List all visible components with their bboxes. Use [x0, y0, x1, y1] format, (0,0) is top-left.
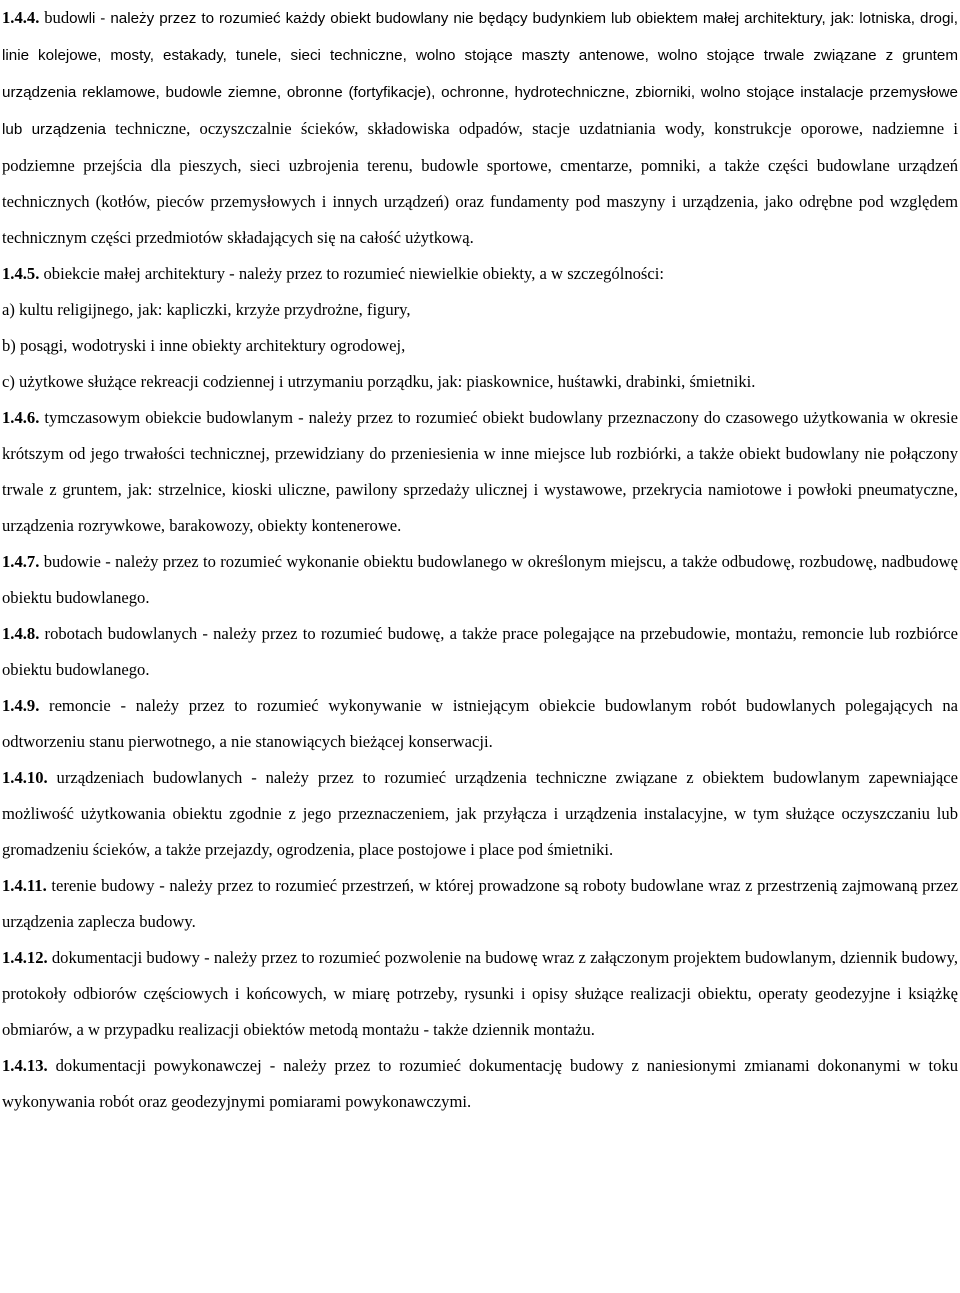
definition-number: 1.4.13. [2, 1056, 48, 1075]
definition-1-4-4 [2, 0, 958, 256]
definition-lead: bud [39, 8, 70, 27]
definition-number: 1.4.5. [2, 264, 40, 283]
definition-1-4-12 [2, 940, 958, 1048]
definition-number: 1.4.7. [2, 552, 40, 571]
definition-text: remoncie - należy przez to rozumieć wykonywanie w istniejącym obiekcie budowlanym robót budowlanych polegających na odtworzeniu stanu pierwotnego, a nie stanowiących bieżącej konserwacji. [2, 696, 958, 751]
list-item: b) posągi, wodotryski i inne obiekty architektury ogrodowej, [2, 336, 406, 355]
definition-1-4-11 [2, 868, 958, 940]
definition-text: dokumentacji budowy - należy przez to rozumieć pozwolenie na budowę wraz z załączonym projektem budowlanym, dziennik budowy, protokoły odbiorów częściowych i końcowych, w miarę potrzeby, rysunki i opisy służące realizacji obiektu, operaty geodezyjne i książkę obmiarów, a w przypadku realizacji obiektów metodą montażu - także dziennik montażu. [2, 948, 958, 1039]
definition-number: 1.4.11. [2, 876, 47, 895]
definition-1-4-6 [2, 400, 958, 544]
definition-1-4-7 [2, 544, 958, 616]
definition-text: urządzeniach budowlanych - należy przez to rozumieć urządzenia techniczne związane z obiektem budowlanym zapewniające możliwość użytkowania obiektu zgodnie z jego przeznaczeniem, jak przyłącza i urządzenia instalacyjne, w tym służące oczyszczaniu lub gromadzeniu ścieków, a także przejazdy, ogrodzenia, place postojowe i place pod śmietniki. [2, 768, 958, 859]
definition-text: robotach budowlanych - należy przez to rozumieć budowę, a także prace polegające na przebudowie, montażu, remoncie lub rozbiórce obiektu budowlanego. [2, 624, 958, 679]
definition-1-4-8 [2, 616, 958, 688]
list-item: c) użytkowe służące rekreacji codziennej i utrzymaniu porządku, jak: piaskownice, huśtawki, drabinki, śmietniki. [2, 372, 756, 391]
definition-text: dokumentacji powykonawczej - należy przez to rozumieć dokumentację budowy z naniesionymi zmianami dokonanymi w toku wykonywania robót oraz geodezyjnymi pomiarami powykonawczymi. [2, 1056, 958, 1111]
list-item: a) kultu religijnego, jak: kapliczki, krzyże przydrożne, figury, [2, 300, 411, 319]
definition-1-4-5 [2, 256, 958, 292]
definition-1-4-10 [2, 760, 958, 868]
definition-text: tymczasowym obiekcie budowlanym - należy przez to rozumieć obiekt budowlany przeznaczony do czasowego użytkowania w okresie krótszym od jego trwałości technicznej, przewidziany do przeniesienia w inne miejsce lub rozbiórki, a także obiekt budowlany nie połączony trwale z gruntem, jak: strzelnice, kioski uliczne, pawilony sprzedaży ulicznej i wystawowe, przekrycia namiotowe i powłoki pneumatyczne, urządzenia rozrywkowe, barakowozy, obiekty kontenerowe. [2, 408, 958, 535]
definition-number: 1.4.6. [2, 408, 40, 427]
definition-text-sans: owli - należy przez to rozumieć każdy obiekt budowlany nie będący budynkiem lub obiektem małej architektury, jak: lotniska, drogi, linie kolejowe, mosty, estakady, tunele, sieci techniczne, wolno stojące maszty antenowe, wolno stojące trwale związane z gruntem urządzenia reklamowe, budowle ziemne, obronne (fortyfikacje), ochronne, hydrotechniczne, zbiorniki, wolno stojące instalacje przemysłowe lub urządzenia [2, 10, 958, 138]
definition-text: terenie budowy - należy przez to rozumieć przestrzeń, w której prowadzone są roboty budowlane wraz z przestrzenią zajmowaną przez urządzenia zaplecza budowy. [2, 876, 958, 931]
definition-number: 1.4.12. [2, 948, 48, 967]
definition-number: 1.4.9. [2, 696, 40, 715]
definition-number: 1.4.4. [2, 8, 40, 27]
definition-number: 1.4.8. [2, 624, 40, 643]
definition-text: obiekcie małej architektury - należy przez to rozumieć niewielkie obiekty, a w szczególności: [39, 264, 664, 283]
definition-number: 1.4.10. [2, 768, 48, 787]
definition-text: budowie - należy przez to rozumieć wykonanie obiektu budowlanego w określonym miejscu, a także odbudowę, rozbudowę, nadbudowę obiektu budowlanego. [2, 552, 958, 607]
definition-text: techniczne, oczyszczalnie ścieków, składowiska odpadów, stacje uzdatniania wody, konstrukcje oporowe, nadziemne i podziemne przejścia dla pieszych, sieci uzbrojenia terenu, budowle sportowe, cmentarze, pomniki, a także części budowlane urządzeń technicznych (kotłów, pieców przemysłowych i innych urządzeń) oraz fundamenty pod maszyny i urządzenia, jako odrębne pod względem technicznym części przedmiotów składających się na całość użytkową. [2, 119, 958, 247]
definition-1-4-13 [2, 1048, 958, 1120]
definition-1-4-9 [2, 688, 958, 760]
